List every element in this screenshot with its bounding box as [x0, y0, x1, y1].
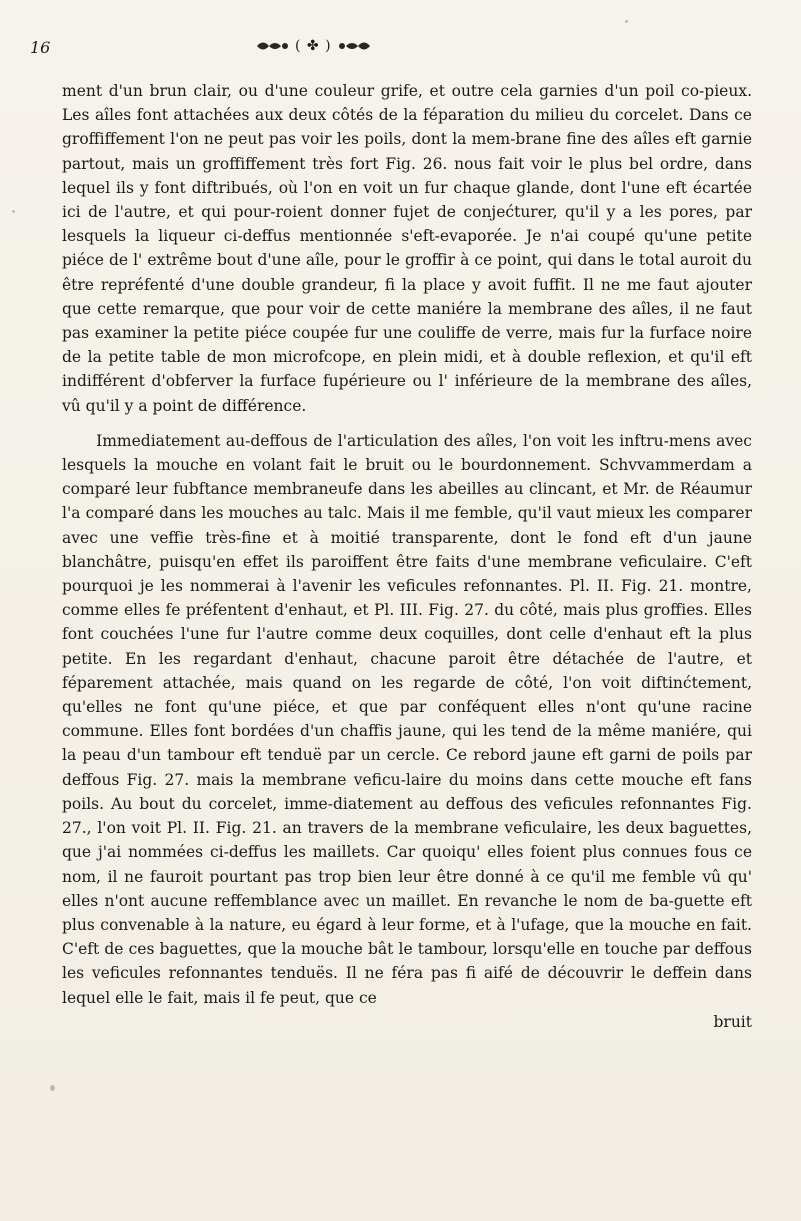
center-ornament-mark: ( ✤ )	[295, 38, 332, 54]
header-ornament	[255, 38, 372, 54]
page-number: 16	[30, 38, 51, 57]
ink-spot	[12, 210, 15, 213]
ink-spot	[50, 1085, 55, 1091]
ink-spot	[625, 20, 628, 23]
page-header	[30, 38, 770, 78]
left-fleuron-icon	[255, 39, 289, 53]
right-fleuron-icon	[338, 39, 372, 53]
catchword: bruit	[713, 1012, 752, 1031]
paragraph-2: Immediatement au-deffous de l'articulation des aîles, l'on voit les inftru-mens avec lesquels la mouche en volant fait le bruit ou le bourdonnement. Schvvammerdam a comparé leur fubftance membraneufe dans les abeilles au clincant, et Mr. de Réaumur l'a comparé dans les mouches au talc. Mais il me femble, qu'il vaut mieux les comparer avec une veffie très-fine et à moitié transparente, dont le fond eft d'un jaune blanchâtre, puisqu'en effet ils paroiffent être faits d'une membrane veficulaire. C'eft pourquoi je les nommerai à l'avenir les veficules refonnantes. Pl. II. Fig. 21. montre, comme elles fe préfentent d'enhaut, et Pl. III. Fig. 27. du côté, mais plus groffies. Elles font couchées l'une fur l'autre comme deux coquilles, dont celle d'enhaut eft la plus petite. En les regardant d'enhaut, chacune paroit être détachée de l'autre, et féparement attachée, mais quand on les regarde de côté, l'on voit diftinćtement, qu'elles ne font qu'une piéce, et que par conféquent elles n'ont qu'une racine commune. Elles font bordées d'un chaffis jaune, qui les tend de la même maniére, qui la peau d'un tambour eft tenduë par un cercle. Ce rebord jaune eft garni de poils par deffous Fig. 27. mais la membrane veficu-laire du moins dans cette mouche eft fans poils. Au bout du corcelet, imme-diatement au deffous des veficules refonnantes Fig. 27., l'on voit Pl. II. Fig. 21. an travers de la membrane veficulaire, les deux baguettes, que j'ai nommées ci-deffus les maillets. Car quoiqu' elles foient plus connues fous ce nom, il ne fauroit pourtant pas trop bien leur être donné à ce qu'il me femble vû qu' elles n'ont aucune reffemblance avec un maillet. En revanche le nom de ba-guette eft plus convenable à la nature, eu égard à leur forme, et à l'ufage, que la mouche en fait. C'eft de ces baguettes, que la mouche bât le tambour, lorsqu'elle en touche par deffous les veficules refonnantes tenduës. Il ne féra pas fi aifé de découvrir le deffein dans lequel elle le fait, mais il fe peut, que ce	[62, 431, 752, 1007]
paragraph-1: ment d'un brun clair, ou d'une couleur grife, et outre cela garnies d'un poil co-pieux. Les aîles font attachées aux deux côtés de la féparation du milieu du corcelet. Dans ce groffiffement l'on ne peut pas voir les poils, dont la mem-brane fine des aîles eft garnie partout, mais un groffiffement très fort Fig. 26. nous fait voir le plus bel ordre, dans lequel ils y font diftribués, où l'on en voit un fur chaque glande, dont l'une eft écartée ici de l'autre, et qui pour-roient donner fujet de conjećturer, qu'il y a les pores, par lesquels la liqueur ci-deffus mentionnée s'eft-evaporée. Je n'ai coupé qu'une petite piéce de l' extrême bout d'une aîle, pour le groffir à ce point, qui dans le total auroit du être repréfenté d'une double grandeur, fi la place y avoit fuffit. Il ne me faut ajouter que cette remarque, que pour voir de cette maniére la membrane des aîles, il ne faut pas examiner la petite piéce coupée fur une couliffe de verre, mais fur la furface noire de la petite table de mon microfcope, en plein midi, et à double reflexion, et qu'il eft indifférent d'obferver la furface fupérieure ou l' inférieure de la membrane des aîles, vû qu'il y a point de différence.	[62, 82, 752, 415]
body-text	[62, 79, 752, 1034]
